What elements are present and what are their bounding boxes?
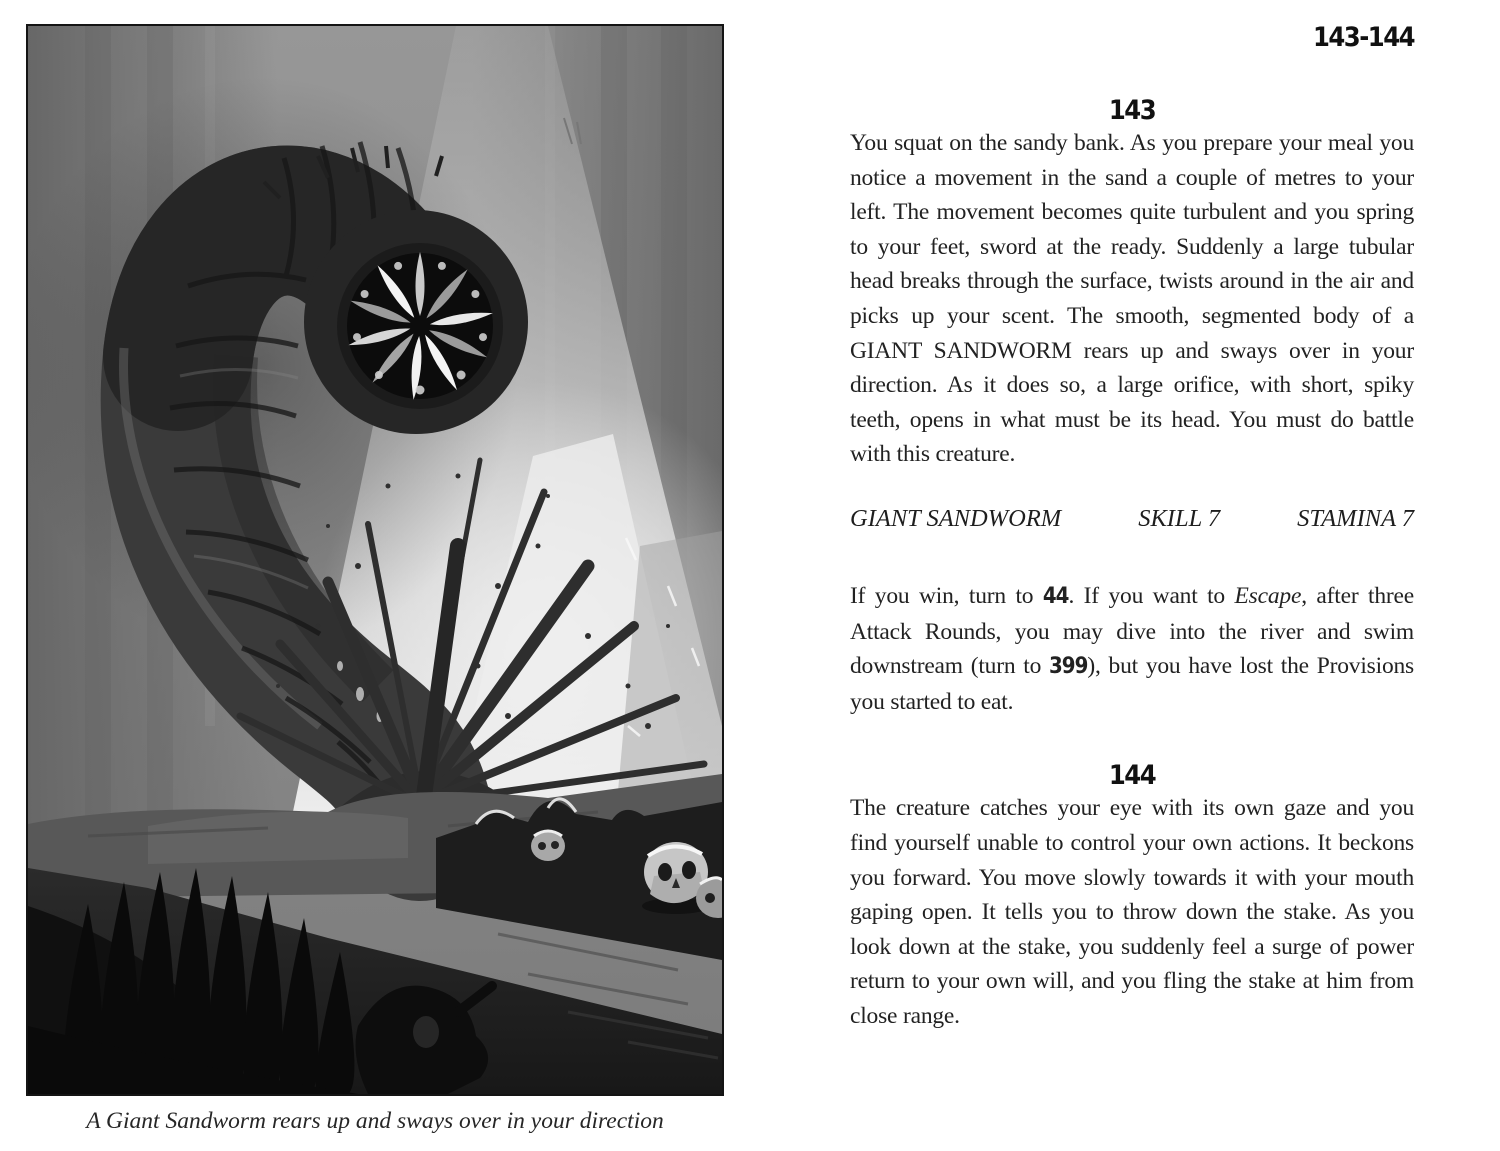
escape-keyword: Escape	[1234, 582, 1302, 609]
encounter-stat-line	[850, 502, 1414, 536]
outcome-text-2: . If you want to	[1068, 582, 1235, 609]
page-folio: 143-144	[1313, 22, 1414, 53]
outcome-text-1: If you win, turn to	[850, 582, 1043, 609]
section-144-paragraph: The creature catches your eye with its own gaze and you find yourself unable to control your own actions. It beckons you forward. You move slowly towards it with your mouth gaping open. It tells you to throw down the stake. As you look down at the stake, you suddenly feel a surge of power return to your own will, and you fling the stake at him from close range.	[850, 795, 1414, 1029]
outcome-text-3: , after three Attack Rounds, you may dive into the river and swim downstream (turn to	[850, 582, 1414, 680]
encounter-stamina: STAMINA 7	[1297, 504, 1414, 532]
outcome-text-4: ), but you have lost the Provisions you started to eat.	[850, 653, 1415, 715]
sandworm-art-svg	[28, 26, 722, 1094]
illustration-figure	[26, 24, 724, 1135]
small-skull	[531, 831, 565, 861]
encounter-name: GIANT SANDWORM	[850, 504, 1062, 532]
section-number-144: 144	[1108, 760, 1156, 792]
section-number-143: 143	[1108, 95, 1156, 126]
worm-mouth	[304, 210, 528, 434]
turn-ref-399: 399	[1049, 654, 1088, 680]
encounter-skill: SKILL 7	[1138, 504, 1221, 532]
section-143-outcome-paragraph	[850, 579, 1414, 719]
illustration-caption: A Giant Sandworm rears up and sways over in your direction	[86, 1108, 664, 1134]
text-column	[850, 24, 1414, 1033]
sandworm-illustration	[26, 24, 724, 1096]
turn-ref-44: 44	[1042, 583, 1069, 609]
section-143-paragraph: You squat on the sandy bank. As you prepare your meal you notice a movement in the sand a couple of metres to your left. The movement becomes quite turbulent and you spring to your feet, sword at the ready. Suddenly a large tubular head breaks through the surface, twists around in the air and picks up your scent. The smooth, segmented body of a GIANT SANDWORM rears up and sways over in your direction. As it does so, a large orifice, with short, spiky teeth, opens in what must be its head. You must do battle with this creature.	[850, 130, 1414, 468]
